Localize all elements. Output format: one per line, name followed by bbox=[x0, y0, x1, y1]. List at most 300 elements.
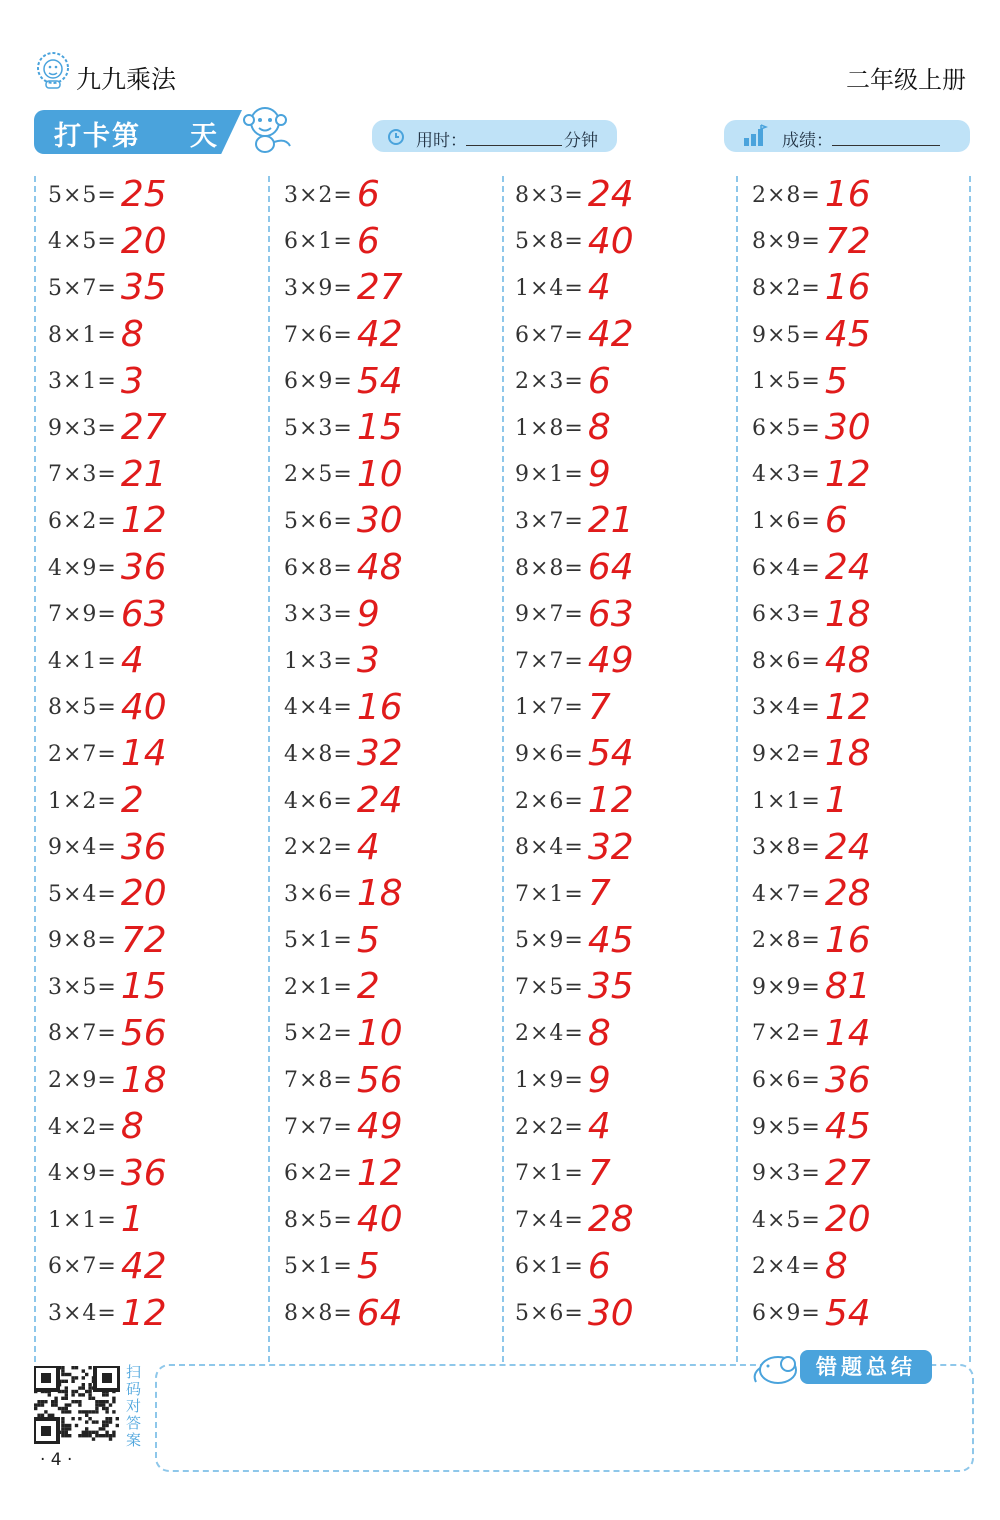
grade-label: 二年级上册 bbox=[846, 66, 966, 94]
handwritten-answer[interactable]: 21 bbox=[587, 500, 634, 542]
equation: 7×6= bbox=[284, 322, 353, 348]
handwritten-answer[interactable]: 24 bbox=[824, 547, 871, 589]
problem-row bbox=[284, 824, 499, 871]
handwritten-answer[interactable]: 10 bbox=[356, 1012, 403, 1054]
equation: 9×3= bbox=[48, 415, 117, 441]
equation: 8×4= bbox=[515, 835, 584, 861]
column-divider bbox=[34, 176, 36, 1362]
equation: 2×1= bbox=[284, 974, 353, 1000]
problem-row bbox=[48, 685, 263, 732]
equation: 8×7= bbox=[48, 1021, 117, 1047]
problem-row bbox=[48, 219, 263, 266]
handwritten-answer[interactable]: 35 bbox=[120, 267, 167, 309]
handwritten-answer[interactable]: 20 bbox=[120, 873, 167, 915]
problem-row bbox=[284, 964, 499, 1011]
problem-row bbox=[515, 219, 730, 266]
handwritten-answer[interactable]: 6 bbox=[587, 1245, 611, 1287]
problem-row bbox=[284, 545, 499, 592]
problem-column-4 bbox=[752, 172, 967, 1337]
equation: 4×9= bbox=[48, 1161, 117, 1187]
handwritten-answer[interactable]: 42 bbox=[120, 1245, 167, 1287]
handwritten-answer[interactable]: 18 bbox=[120, 1059, 167, 1101]
problem-row bbox=[515, 452, 730, 499]
problem-row bbox=[752, 358, 967, 405]
equation: 7×3= bbox=[48, 462, 117, 488]
problem-row bbox=[284, 1197, 499, 1244]
handwritten-answer[interactable]: 6 bbox=[824, 500, 848, 542]
handwritten-answer[interactable]: 12 bbox=[356, 1152, 403, 1194]
problem-row bbox=[48, 265, 263, 312]
problem-row bbox=[48, 964, 263, 1011]
handwritten-answer[interactable]: 1 bbox=[824, 780, 848, 822]
problem-row bbox=[48, 498, 263, 545]
handwritten-answer[interactable]: 9 bbox=[587, 453, 611, 495]
problem-row bbox=[515, 1244, 730, 1291]
equation: 1×9= bbox=[515, 1068, 584, 1094]
handwritten-answer[interactable]: 20 bbox=[824, 1199, 871, 1241]
handwritten-answer[interactable]: 54 bbox=[587, 733, 634, 775]
problem-row bbox=[752, 172, 967, 219]
score-field bbox=[724, 120, 970, 152]
handwritten-answer[interactable]: 12 bbox=[824, 686, 871, 728]
equation: 9×3= bbox=[752, 1161, 821, 1187]
equation: 2×9= bbox=[48, 1068, 117, 1094]
problem-row bbox=[284, 685, 499, 732]
handwritten-answer[interactable]: 56 bbox=[120, 1012, 167, 1054]
equation: 9×4= bbox=[48, 835, 117, 861]
problem-row bbox=[752, 1104, 967, 1151]
equation: 2×3= bbox=[515, 369, 584, 395]
problem-row bbox=[284, 638, 499, 685]
handwritten-answer[interactable]: 49 bbox=[587, 640, 634, 682]
problem-row bbox=[284, 778, 499, 825]
equation: 9×9= bbox=[752, 974, 821, 1000]
equation: 2×2= bbox=[515, 1114, 584, 1140]
equation: 2×8= bbox=[752, 182, 821, 208]
clock-icon bbox=[386, 126, 406, 151]
handwritten-answer[interactable]: 45 bbox=[824, 1106, 871, 1148]
handwritten-answer[interactable]: 2 bbox=[120, 780, 144, 822]
problem-row bbox=[284, 1290, 499, 1337]
problem-row bbox=[752, 1244, 967, 1291]
handwritten-answer[interactable]: 27 bbox=[356, 267, 403, 309]
equation: 5×7= bbox=[48, 275, 117, 301]
mistake-summary-label: 错题总结 bbox=[800, 1350, 932, 1384]
score-input[interactable] bbox=[832, 145, 940, 146]
time-label: 用时： bbox=[416, 131, 467, 151]
handwritten-answer[interactable]: 12 bbox=[824, 453, 871, 495]
handwritten-answer[interactable]: 24 bbox=[824, 826, 871, 868]
problem-row bbox=[515, 172, 730, 219]
handwritten-answer[interactable]: 7 bbox=[587, 873, 611, 915]
problem-row bbox=[48, 824, 263, 871]
handwritten-answer[interactable]: 7 bbox=[587, 1152, 611, 1194]
handwritten-answer[interactable]: 35 bbox=[587, 966, 634, 1008]
equation: 9×8= bbox=[48, 928, 117, 954]
problem-row bbox=[48, 312, 263, 359]
handwritten-answer[interactable]: 21 bbox=[120, 453, 167, 495]
equation: 1×5= bbox=[752, 369, 821, 395]
equation: 9×7= bbox=[515, 602, 584, 628]
problem-row bbox=[752, 871, 967, 918]
problem-row bbox=[284, 1011, 499, 1058]
problem-row bbox=[752, 545, 967, 592]
page-title: 九九乘法 bbox=[76, 65, 177, 94]
handwritten-answer[interactable]: 32 bbox=[356, 733, 403, 775]
equation: 9×1= bbox=[515, 462, 584, 488]
equation: 7×4= bbox=[515, 1207, 584, 1233]
problem-row bbox=[515, 591, 730, 638]
equation: 1×1= bbox=[48, 1207, 117, 1233]
equation: 7×8= bbox=[284, 1068, 353, 1094]
handwritten-answer[interactable]: 45 bbox=[587, 919, 634, 961]
handwritten-answer[interactable]: 30 bbox=[356, 500, 403, 542]
column-divider bbox=[502, 176, 504, 1362]
equation: 6×3= bbox=[752, 602, 821, 628]
handwritten-answer[interactable]: 4 bbox=[120, 640, 144, 682]
checkin-day-label: 天 bbox=[190, 121, 217, 152]
handwritten-answer[interactable]: 5 bbox=[356, 1245, 380, 1287]
problem-row bbox=[752, 1057, 967, 1104]
handwritten-answer[interactable]: 36 bbox=[824, 1059, 871, 1101]
handwritten-answer[interactable]: 14 bbox=[120, 733, 167, 775]
handwritten-answer[interactable]: 18 bbox=[824, 593, 871, 635]
problem-row bbox=[284, 498, 499, 545]
equation: 3×6= bbox=[284, 881, 353, 907]
handwritten-answer[interactable]: 32 bbox=[587, 826, 634, 868]
equation: 6×6= bbox=[752, 1068, 821, 1094]
handwritten-answer[interactable]: 72 bbox=[120, 919, 167, 961]
handwritten-answer[interactable]: 49 bbox=[356, 1106, 403, 1148]
problem-row bbox=[752, 1150, 967, 1197]
handwritten-answer[interactable]: 45 bbox=[824, 314, 871, 356]
problem-row bbox=[515, 918, 730, 965]
equation: 4×4= bbox=[284, 695, 353, 721]
equation: 3×9= bbox=[284, 275, 353, 301]
equation: 5×1= bbox=[284, 1254, 353, 1280]
problem-row bbox=[515, 312, 730, 359]
handwritten-answer[interactable]: 24 bbox=[356, 780, 403, 822]
handwritten-answer[interactable]: 18 bbox=[356, 873, 403, 915]
problem-row bbox=[515, 638, 730, 685]
handwritten-answer[interactable]: 5 bbox=[824, 360, 848, 402]
problem-row bbox=[515, 358, 730, 405]
handwritten-answer[interactable]: 56 bbox=[356, 1059, 403, 1101]
problem-row bbox=[752, 638, 967, 685]
problem-row bbox=[515, 265, 730, 312]
problem-row bbox=[48, 731, 263, 778]
equation: 7×2= bbox=[752, 1021, 821, 1047]
equation: 6×5= bbox=[752, 415, 821, 441]
handwritten-answer[interactable]: 18 bbox=[824, 733, 871, 775]
equation: 5×3= bbox=[284, 415, 353, 441]
page-number: · 4 · bbox=[40, 1450, 73, 1470]
handwritten-answer[interactable]: 1 bbox=[120, 1199, 144, 1241]
problem-row bbox=[284, 265, 499, 312]
problem-row bbox=[515, 871, 730, 918]
equation: 5×4= bbox=[48, 881, 117, 907]
equation: 6×2= bbox=[284, 1161, 353, 1187]
problem-row bbox=[284, 172, 499, 219]
handwritten-answer[interactable]: 30 bbox=[824, 407, 871, 449]
handwritten-answer[interactable]: 9 bbox=[587, 1059, 611, 1101]
equation: 7×9= bbox=[48, 602, 117, 628]
handwritten-answer[interactable]: 12 bbox=[120, 500, 167, 542]
handwritten-answer[interactable]: 36 bbox=[120, 547, 167, 589]
qr-caption: 扫码对答案 bbox=[126, 1363, 142, 1449]
handwritten-answer[interactable]: 42 bbox=[356, 314, 403, 356]
problem-row bbox=[284, 918, 499, 965]
problem-row bbox=[752, 685, 967, 732]
equation: 3×7= bbox=[515, 508, 584, 534]
equation: 8×5= bbox=[284, 1207, 353, 1233]
problem-row bbox=[48, 871, 263, 918]
problem-row bbox=[48, 1290, 263, 1337]
problem-row bbox=[752, 405, 967, 452]
problem-row bbox=[284, 731, 499, 778]
handwritten-answer[interactable]: 28 bbox=[824, 873, 871, 915]
problem-row bbox=[515, 545, 730, 592]
equation: 6×7= bbox=[515, 322, 584, 348]
problem-row bbox=[752, 824, 967, 871]
equation: 7×1= bbox=[515, 881, 584, 907]
handwritten-answer[interactable]: 12 bbox=[587, 780, 634, 822]
equation: 8×8= bbox=[284, 1301, 353, 1327]
equation: 4×5= bbox=[752, 1207, 821, 1233]
handwritten-answer[interactable]: 36 bbox=[120, 1152, 167, 1194]
handwritten-answer[interactable]: 10 bbox=[356, 453, 403, 495]
equation: 2×5= bbox=[284, 462, 353, 488]
equation: 8×8= bbox=[515, 555, 584, 581]
problem-row bbox=[752, 918, 967, 965]
handwritten-answer[interactable]: 28 bbox=[587, 1199, 634, 1241]
handwritten-answer[interactable]: 9 bbox=[356, 593, 380, 635]
equation: 6×8= bbox=[284, 555, 353, 581]
equation: 3×1= bbox=[48, 369, 117, 395]
problem-row bbox=[284, 452, 499, 499]
handwritten-answer[interactable]: 27 bbox=[824, 1152, 871, 1194]
problem-row bbox=[515, 824, 730, 871]
handwritten-answer[interactable]: 6 bbox=[587, 360, 611, 402]
time-unit: 分钟 bbox=[564, 131, 598, 151]
equation: 8×1= bbox=[48, 322, 117, 348]
handwritten-answer[interactable]: 40 bbox=[356, 1199, 403, 1241]
problem-row bbox=[48, 918, 263, 965]
handwritten-answer[interactable]: 16 bbox=[824, 919, 871, 961]
problem-row bbox=[752, 452, 967, 499]
handwritten-answer[interactable]: 20 bbox=[120, 220, 167, 262]
equation: 1×6= bbox=[752, 508, 821, 534]
equation: 2×2= bbox=[284, 835, 353, 861]
handwritten-answer[interactable]: 8 bbox=[587, 407, 611, 449]
problem-row bbox=[752, 1011, 967, 1058]
handwritten-answer[interactable]: 64 bbox=[356, 1292, 403, 1334]
handwritten-answer[interactable]: 14 bbox=[824, 1012, 871, 1054]
equation: 7×7= bbox=[284, 1114, 353, 1140]
handwritten-answer[interactable]: 40 bbox=[120, 686, 167, 728]
checkin-label: 打卡第 bbox=[54, 121, 141, 152]
handwritten-answer[interactable]: 63 bbox=[120, 593, 167, 635]
handwritten-answer[interactable]: 48 bbox=[356, 547, 403, 589]
problem-row bbox=[48, 1150, 263, 1197]
equation: 2×6= bbox=[515, 788, 584, 814]
monkey-icon bbox=[238, 102, 296, 160]
handwritten-answer[interactable]: 8 bbox=[120, 1106, 144, 1148]
time-field bbox=[372, 120, 617, 152]
problem-row bbox=[284, 1244, 499, 1291]
problem-row bbox=[515, 405, 730, 452]
handwritten-answer[interactable]: 3 bbox=[356, 640, 380, 682]
problem-column-1 bbox=[48, 172, 263, 1337]
handwritten-answer[interactable]: 64 bbox=[587, 547, 634, 589]
problem-row bbox=[48, 452, 263, 499]
equation: 6×2= bbox=[48, 508, 117, 534]
handwritten-answer[interactable]: 42 bbox=[587, 314, 634, 356]
equation: 8×5= bbox=[48, 695, 117, 721]
handwritten-answer[interactable]: 40 bbox=[587, 220, 634, 262]
equation: 5×5= bbox=[48, 182, 117, 208]
problem-row bbox=[48, 1057, 263, 1104]
qr-code[interactable] bbox=[34, 1366, 120, 1444]
handwritten-answer[interactable]: 4 bbox=[587, 267, 611, 309]
problem-row bbox=[752, 591, 967, 638]
column-divider bbox=[736, 176, 738, 1362]
equation: 3×5= bbox=[48, 974, 117, 1000]
problem-row bbox=[752, 1197, 967, 1244]
handwritten-answer[interactable]: 27 bbox=[120, 407, 167, 449]
equation: 8×3= bbox=[515, 182, 584, 208]
score-label: 成绩： bbox=[782, 131, 833, 151]
problem-row bbox=[515, 964, 730, 1011]
handwritten-answer[interactable]: 36 bbox=[120, 826, 167, 868]
problem-row bbox=[752, 219, 967, 266]
column-divider bbox=[268, 176, 270, 1362]
problem-row bbox=[752, 731, 967, 778]
equation: 2×7= bbox=[48, 741, 117, 767]
equation: 7×5= bbox=[515, 974, 584, 1000]
problem-row bbox=[752, 1290, 967, 1337]
equation: 7×7= bbox=[515, 648, 584, 674]
problem-row bbox=[752, 265, 967, 312]
handwritten-answer[interactable]: 24 bbox=[587, 174, 634, 216]
problem-row bbox=[752, 498, 967, 545]
equation: 5×6= bbox=[284, 508, 353, 534]
problem-row bbox=[284, 1057, 499, 1104]
handwritten-answer[interactable]: 6 bbox=[356, 174, 380, 216]
time-input[interactable] bbox=[466, 145, 562, 146]
equation: 2×4= bbox=[752, 1254, 821, 1280]
problem-row bbox=[515, 1104, 730, 1151]
problem-row bbox=[284, 871, 499, 918]
handwritten-answer[interactable]: 4 bbox=[356, 826, 380, 868]
equation: 6×7= bbox=[48, 1254, 117, 1280]
handwritten-answer[interactable]: 6 bbox=[356, 220, 380, 262]
problem-row bbox=[752, 964, 967, 1011]
equation: 3×2= bbox=[284, 182, 353, 208]
problem-row bbox=[48, 1244, 263, 1291]
problem-row bbox=[515, 1197, 730, 1244]
problem-row bbox=[48, 591, 263, 638]
handwritten-answer[interactable]: 8 bbox=[120, 314, 144, 356]
problem-row bbox=[284, 358, 499, 405]
equation: 4×7= bbox=[752, 881, 821, 907]
handwritten-answer[interactable]: 2 bbox=[356, 966, 380, 1008]
handwritten-answer[interactable]: 15 bbox=[120, 966, 167, 1008]
handwritten-answer[interactable]: 8 bbox=[587, 1012, 611, 1054]
lion-logo-icon bbox=[34, 50, 72, 94]
column-divider bbox=[969, 176, 971, 1362]
problem-row bbox=[48, 778, 263, 825]
equation: 4×2= bbox=[48, 1114, 117, 1140]
equation: 1×3= bbox=[284, 648, 353, 674]
problem-row bbox=[752, 778, 967, 825]
problem-row bbox=[284, 312, 499, 359]
equation: 4×5= bbox=[48, 229, 117, 255]
handwritten-answer[interactable]: 7 bbox=[587, 686, 611, 728]
problem-row bbox=[515, 1011, 730, 1058]
handwritten-answer[interactable]: 16 bbox=[824, 267, 871, 309]
handwritten-answer[interactable]: 48 bbox=[824, 640, 871, 682]
elephant-icon bbox=[748, 1348, 804, 1392]
equation: 3×4= bbox=[48, 1301, 117, 1327]
equation: 3×3= bbox=[284, 602, 353, 628]
equation: 1×4= bbox=[515, 275, 584, 301]
handwritten-answer[interactable]: 30 bbox=[587, 1292, 634, 1334]
problem-row bbox=[48, 1104, 263, 1151]
equation: 4×6= bbox=[284, 788, 353, 814]
equation: 2×8= bbox=[752, 928, 821, 954]
equation: 1×8= bbox=[515, 415, 584, 441]
handwritten-answer[interactable]: 25 bbox=[120, 174, 167, 216]
handwritten-answer[interactable]: 15 bbox=[356, 407, 403, 449]
equation: 6×9= bbox=[752, 1301, 821, 1327]
handwritten-answer[interactable]: 8 bbox=[824, 1245, 848, 1287]
equation: 9×5= bbox=[752, 1114, 821, 1140]
equation: 2×4= bbox=[515, 1021, 584, 1047]
equation: 4×1= bbox=[48, 648, 117, 674]
handwritten-answer[interactable]: 63 bbox=[587, 593, 634, 635]
equation: 1×7= bbox=[515, 695, 584, 721]
handwritten-answer[interactable]: 4 bbox=[587, 1106, 611, 1148]
equation: 5×1= bbox=[284, 928, 353, 954]
handwritten-answer[interactable]: 54 bbox=[824, 1292, 871, 1334]
problem-row bbox=[515, 1150, 730, 1197]
problem-row bbox=[48, 1197, 263, 1244]
problem-row bbox=[752, 312, 967, 359]
handwritten-answer[interactable]: 16 bbox=[356, 686, 403, 728]
equation: 5×6= bbox=[515, 1301, 584, 1327]
handwritten-answer[interactable]: 3 bbox=[120, 360, 144, 402]
problem-column-3 bbox=[515, 172, 730, 1337]
equation: 5×8= bbox=[515, 229, 584, 255]
problem-row bbox=[284, 405, 499, 452]
equation: 8×6= bbox=[752, 648, 821, 674]
problem-row bbox=[515, 1290, 730, 1337]
equation: 6×1= bbox=[284, 229, 353, 255]
problem-row bbox=[284, 1150, 499, 1197]
problem-row bbox=[48, 545, 263, 592]
handwritten-answer[interactable]: 5 bbox=[356, 919, 380, 961]
handwritten-answer[interactable]: 16 bbox=[824, 174, 871, 216]
handwritten-answer[interactable]: 12 bbox=[120, 1292, 167, 1334]
equation: 1×1= bbox=[752, 788, 821, 814]
handwritten-answer[interactable]: 81 bbox=[824, 966, 871, 1008]
equation: 8×9= bbox=[752, 229, 821, 255]
problem-row bbox=[515, 498, 730, 545]
handwritten-answer[interactable]: 54 bbox=[356, 360, 403, 402]
problem-row bbox=[284, 1104, 499, 1151]
handwritten-answer[interactable]: 72 bbox=[824, 220, 871, 262]
